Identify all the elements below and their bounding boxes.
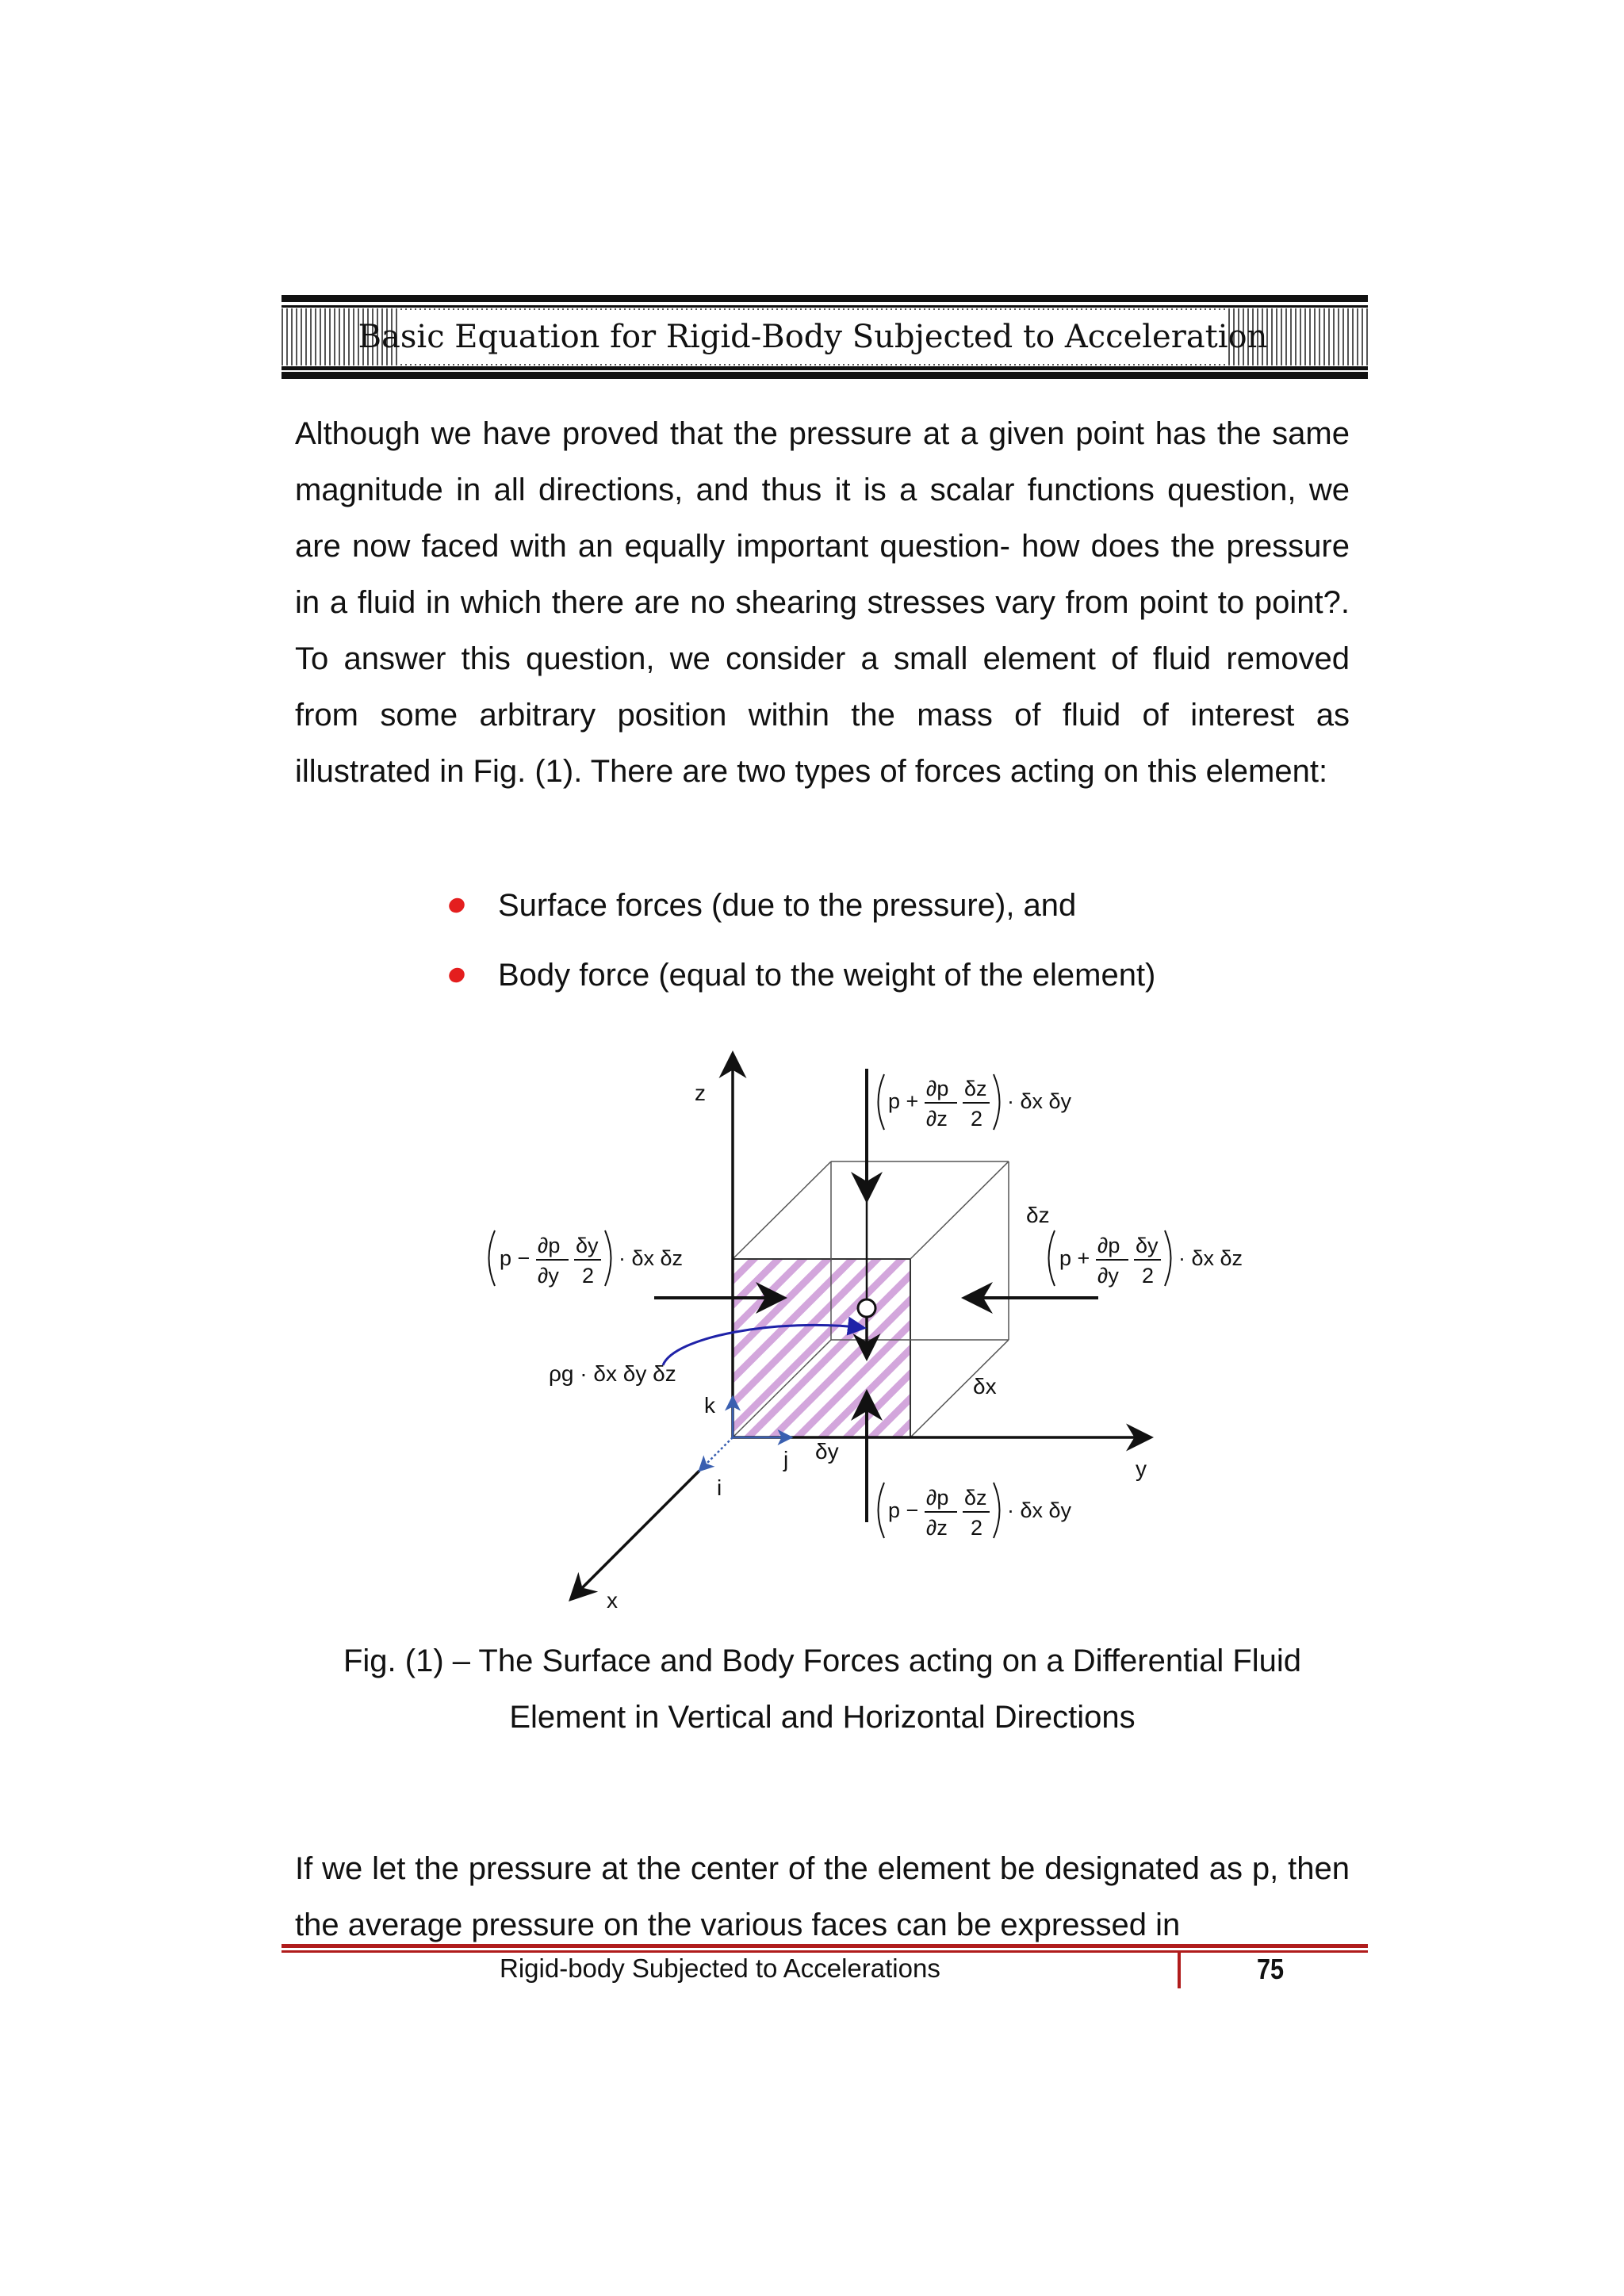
dz-label: δz: [1026, 1203, 1050, 1227]
list-item: [444, 871, 1155, 940]
right-force-den: ∂y: [1097, 1264, 1119, 1288]
dx-label: δx: [973, 1374, 997, 1399]
fluid-element-diagram: [476, 1039, 1253, 1617]
caption-line-1: Fig. (1) – The Surface and Body Forces acting on a Differential Fluid: [343, 1644, 1302, 1678]
bottom-force-num: ∂p: [926, 1486, 949, 1510]
left-force-half-num: δy: [576, 1234, 599, 1257]
top-force-half-num: δz: [964, 1077, 987, 1100]
left-force-label: [489, 1230, 684, 1288]
bottom-force-half-den: 2: [971, 1516, 983, 1540]
top-force-sign: p +: [888, 1089, 919, 1113]
bottom-force-half-num: δz: [964, 1486, 987, 1510]
force-type-list: [444, 871, 1155, 1010]
left-force-sign: p −: [500, 1246, 530, 1270]
top-force-num: ∂p: [926, 1077, 949, 1100]
body-force-label: ρg · δx δy δz: [549, 1361, 676, 1386]
z-axis-label: z: [695, 1081, 706, 1105]
x-axis: [573, 1471, 699, 1598]
bottom-force-sign: p −: [888, 1498, 919, 1522]
bullet-dot-icon: [446, 965, 467, 985]
footer-divider: [1178, 1953, 1181, 1988]
right-force-label: [1049, 1230, 1243, 1288]
bottom-force-label: [879, 1483, 1072, 1540]
dy-label: δy: [815, 1439, 839, 1464]
right-force-sign: p +: [1059, 1246, 1090, 1270]
bullet-text: Body force (equal to the weight of the element): [498, 957, 1156, 993]
figure-caption: [295, 1633, 1350, 1746]
right-force-half-num: δy: [1136, 1234, 1159, 1257]
left-force-half-den: 2: [582, 1264, 595, 1288]
element-center-point: [858, 1299, 875, 1317]
y-axis-label: y: [1136, 1456, 1147, 1481]
top-force-den: ∂z: [926, 1107, 948, 1131]
right-force-half-den: 2: [1142, 1264, 1155, 1288]
left-force-den: ∂y: [538, 1264, 559, 1288]
bullet-text: Surface forces (due to the pressure), and: [498, 887, 1077, 923]
top-force-half-den: 2: [971, 1107, 983, 1131]
x-axis-label: x: [607, 1588, 618, 1613]
k-label: k: [704, 1393, 715, 1418]
intro-paragraph: Although we have proved that the pressure at a given point has the same magnitude in all directions, and thus it is a scalar functions question, we are now faced with an equally important question- how does the pressure in a fluid in which there are no shearing stresses vary from point to point?. To answer this question, we consider a small element of fluid removed from some arbitrary position within the mass of fluid of interest as illustrated in Fig. (1). There are two types of forces acting on this element:: [295, 416, 1350, 789]
right-force-area: · δx δz: [1178, 1246, 1243, 1270]
i-label: i: [717, 1475, 722, 1500]
header-rule-bottom-thin: [282, 366, 1368, 370]
j-label: j: [783, 1447, 789, 1471]
top-force-area: · δx δy: [1007, 1089, 1072, 1113]
top-force-label: [879, 1074, 1072, 1131]
header-title-box: [358, 310, 1268, 364]
bottom-force-den: ∂z: [926, 1516, 948, 1540]
left-force-area: · δx δz: [619, 1246, 684, 1270]
footer-text: Rigid-body Subjected to Accelerations: [500, 1954, 940, 1983]
second-paragraph: If we let the pressure at the center of the element be designated as p, then the average pressure on the various faces can be expressed in: [295, 1851, 1350, 1942]
page-number: 75: [1257, 1953, 1285, 1985]
page-title: Basic Equation for Rigid-Body Subjected to Acceleration: [358, 319, 1268, 355]
header-rule-top: [282, 295, 1368, 302]
header-rule-top-thin: [282, 305, 1368, 308]
header-rule-bottom: [282, 372, 1368, 379]
i-unit-vector: [699, 1437, 733, 1471]
bottom-force-area: · δx δy: [1007, 1498, 1072, 1522]
list-item: [444, 940, 1155, 1010]
caption-line-2: Element in Vertical and Horizontal Directions: [509, 1700, 1136, 1735]
footer-rule: [282, 1944, 1368, 1948]
right-force-num: ∂p: [1097, 1234, 1120, 1257]
bullet-dot-icon: [446, 895, 467, 916]
left-force-num: ∂p: [538, 1234, 561, 1257]
